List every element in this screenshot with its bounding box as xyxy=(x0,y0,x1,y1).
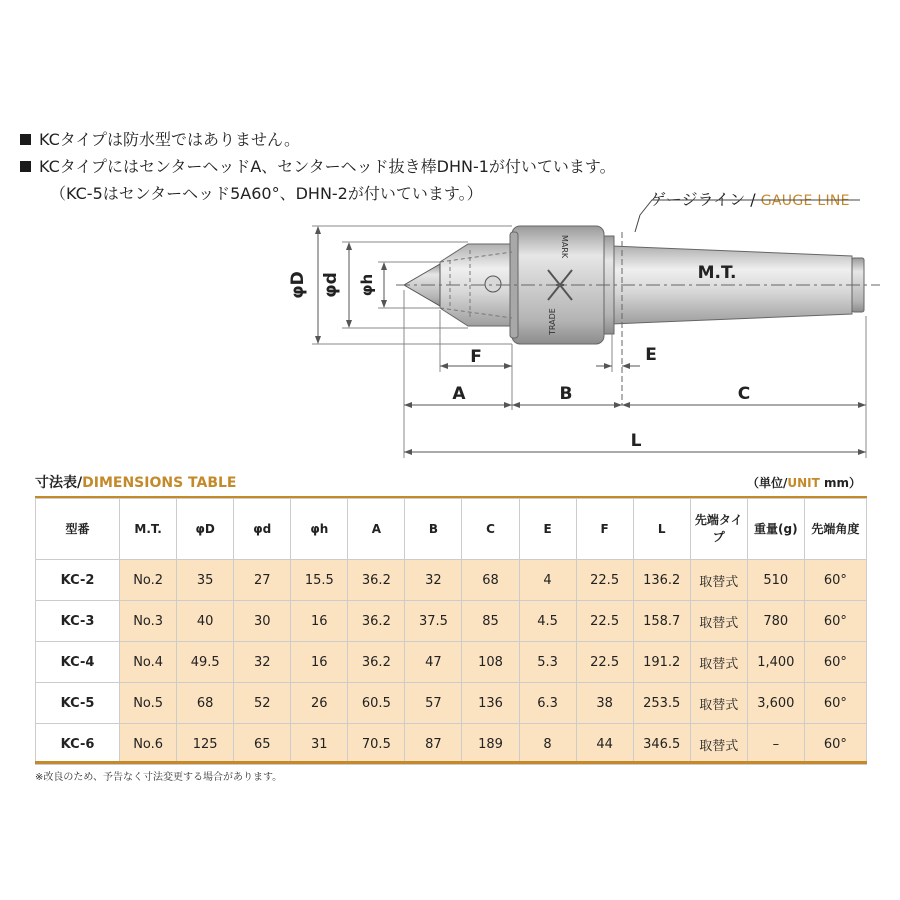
table-cell: 22.5 xyxy=(576,560,633,601)
table-cell: 1,400 xyxy=(747,642,804,683)
dim-label-phih: φh xyxy=(358,273,376,297)
model-cell: KC-2 xyxy=(36,560,120,601)
col-header: F xyxy=(576,499,633,560)
table-cell: 510 xyxy=(747,560,804,601)
table-cell: 60° xyxy=(804,601,866,642)
col-header: M.T. xyxy=(120,499,177,560)
table-cell: 108 xyxy=(462,642,519,683)
col-header: B xyxy=(405,499,462,560)
col-header: 重量(g) xyxy=(747,499,804,560)
table-cell: 60.5 xyxy=(348,683,405,724)
dim-label-e: E xyxy=(645,345,657,365)
col-header: L xyxy=(633,499,690,560)
table-cell: 136 xyxy=(462,683,519,724)
table-row xyxy=(36,642,867,683)
dim-label-phiD: φD xyxy=(288,271,308,299)
table-head-row xyxy=(36,499,867,560)
note-waterproof: KCタイプは防水型ではありません。 xyxy=(20,126,616,153)
table-cell: 取替式 xyxy=(690,724,747,765)
table-cell: No.2 xyxy=(120,560,177,601)
table-cell: 60° xyxy=(804,642,866,683)
table-cell: 35 xyxy=(177,560,234,601)
table-row xyxy=(36,601,867,642)
dim-label-l: L xyxy=(630,431,642,451)
table-cell: 32 xyxy=(405,560,462,601)
table-cell: 22.5 xyxy=(576,601,633,642)
table-row xyxy=(36,683,867,724)
table-cell: 30 xyxy=(234,601,291,642)
model-cell: KC-6 xyxy=(36,724,120,765)
table-cell: 158.7 xyxy=(633,601,690,642)
ball-icon xyxy=(485,276,501,292)
model-cell: KC-4 xyxy=(36,642,120,683)
table-cell: No.6 xyxy=(120,724,177,765)
footnote: ※改良のため、予告なく寸法変更する場合があります。 xyxy=(35,772,283,783)
trade-text: TRADE xyxy=(548,308,557,335)
table-body xyxy=(36,560,867,765)
table-cell: 40 xyxy=(177,601,234,642)
table-cell: 取替式 xyxy=(690,560,747,601)
col-header: φd xyxy=(234,499,291,560)
table-cell: 4.5 xyxy=(519,601,576,642)
gauge-line-label: ゲージライン / GAUGE LINE xyxy=(650,190,850,209)
table-cell: 26 xyxy=(291,683,348,724)
table-cell: 87 xyxy=(405,724,462,765)
table-cell: 36.2 xyxy=(348,642,405,683)
mt-label: M.T. xyxy=(697,263,737,283)
table-cell: 6.3 xyxy=(519,683,576,724)
table-cell: 16 xyxy=(291,642,348,683)
live-center-drawing xyxy=(0,180,900,470)
table-cell: 3,600 xyxy=(747,683,804,724)
table-cell: 37.5 xyxy=(405,601,462,642)
table-cell: 52 xyxy=(234,683,291,724)
note-kc5: （KC-5はセンターヘッド5A60°、DHN-2が付いています。） xyxy=(50,184,483,203)
table-row xyxy=(36,560,867,601)
col-header: A xyxy=(348,499,405,560)
dimensions-table xyxy=(35,498,867,765)
col-header: φh xyxy=(291,499,348,560)
dim-label-a: A xyxy=(452,384,466,404)
table-cell: No.4 xyxy=(120,642,177,683)
table-bottom-rule xyxy=(35,761,867,764)
table-cell: 取替式 xyxy=(690,683,747,724)
table-cell: 60° xyxy=(804,683,866,724)
table-cell: 22.5 xyxy=(576,642,633,683)
table-cell: – xyxy=(747,724,804,765)
table-cell: No.5 xyxy=(120,683,177,724)
col-header: C xyxy=(462,499,519,560)
table-cell: 70.5 xyxy=(348,724,405,765)
table-cell: 60° xyxy=(804,560,866,601)
table-header-row xyxy=(35,472,865,492)
table-cell: 8 xyxy=(519,724,576,765)
note-accessories: KCタイプにはセンターヘッドA、センターヘッド抜き棒DHN-1が付いています。 xyxy=(20,153,616,180)
col-header: 型番 xyxy=(36,499,120,560)
gauge-leader-line-lower xyxy=(635,215,640,232)
table-cell: 5.3 xyxy=(519,642,576,683)
table-row xyxy=(36,724,867,765)
table-cell: 60° xyxy=(804,724,866,765)
model-cell: KC-3 xyxy=(36,601,120,642)
mark-text: MARK xyxy=(560,235,569,259)
table-title: 寸法表/DIMENSIONS TABLE xyxy=(35,475,237,491)
table-cell: 38 xyxy=(576,683,633,724)
table-cell: 16 xyxy=(291,601,348,642)
table-cell: 780 xyxy=(747,601,804,642)
col-header: E xyxy=(519,499,576,560)
unit-label: （単位/UNIT mm） xyxy=(746,476,861,490)
table-cell: 44 xyxy=(576,724,633,765)
table-cell: 36.2 xyxy=(348,601,405,642)
table-cell: 27 xyxy=(234,560,291,601)
table-cell: 取替式 xyxy=(690,642,747,683)
table-cell: 15.5 xyxy=(291,560,348,601)
table-cell: 4 xyxy=(519,560,576,601)
table-cell: 125 xyxy=(177,724,234,765)
dim-label-phid: φd xyxy=(321,272,341,298)
col-header: 先端角度 xyxy=(804,499,866,560)
table-cell: 85 xyxy=(462,601,519,642)
table-cell: 57 xyxy=(405,683,462,724)
table-cell: 47 xyxy=(405,642,462,683)
table-cell: 346.5 xyxy=(633,724,690,765)
table-cell: 取替式 xyxy=(690,601,747,642)
table-cell: 68 xyxy=(462,560,519,601)
bullet-square-icon xyxy=(20,161,31,172)
col-header: 先端タイプ xyxy=(690,499,747,560)
table-cell: 253.5 xyxy=(633,683,690,724)
table-cell: 136.2 xyxy=(633,560,690,601)
table-cell: 191.2 xyxy=(633,642,690,683)
table-cell: No.3 xyxy=(120,601,177,642)
col-header: φD xyxy=(177,499,234,560)
table-cell: 49.5 xyxy=(177,642,234,683)
table-cell: 68 xyxy=(177,683,234,724)
gauge-leader-line xyxy=(640,200,860,215)
table-cell: 31 xyxy=(291,724,348,765)
table-cell: 36.2 xyxy=(348,560,405,601)
table-cell: 65 xyxy=(234,724,291,765)
table-cell: 189 xyxy=(462,724,519,765)
dim-label-f: F xyxy=(470,347,482,367)
dim-label-c: C xyxy=(737,384,751,404)
model-cell: KC-5 xyxy=(36,683,120,724)
dim-label-b: B xyxy=(559,384,573,404)
table-cell: 32 xyxy=(234,642,291,683)
bullet-square-icon xyxy=(20,134,31,145)
